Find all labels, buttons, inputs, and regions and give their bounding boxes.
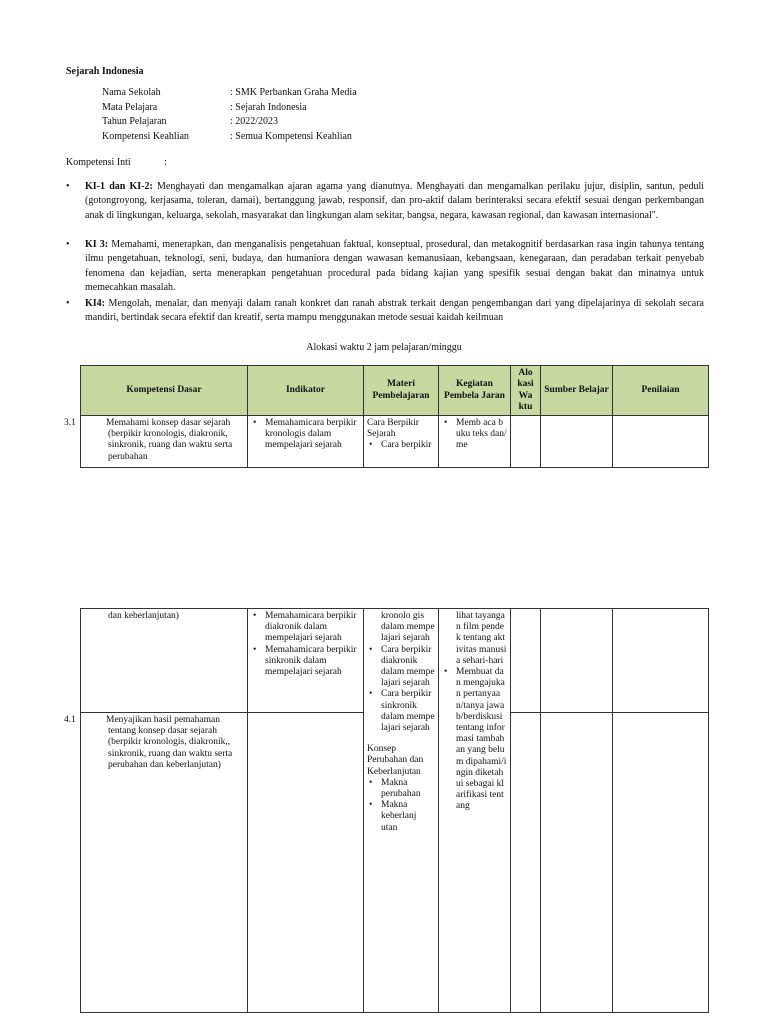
list-item: • Makna perubahan — [381, 778, 435, 800]
kegiatan-cell — [439, 609, 511, 1013]
bullet-icon: • — [66, 239, 70, 250]
materi-cell — [364, 609, 439, 1013]
ki-label: KI4: — [85, 298, 105, 309]
indikator-cell — [248, 416, 364, 468]
table-header-row — [81, 366, 709, 416]
list-item: • Cara berpikir — [381, 440, 435, 451]
ki-text: Memahami, menerapkan, dan menganalisis pengetahuan faktual, konseptual, prosedural, dan metakognitif berdasarkan rasa ingin tahunya tentang ilmu pengetahuan, teknologi, seni, budaya, dan humaniora dengan wawasan kemanusiaan, kebangsaan, kenegaraan, dan peradaban terkait penyebab fenomena dan kejadian, serta menerapkan pengetahuan procedural pada bidang kajian yang spesifik sesuai dengan bakat dan minatnya untuk memecahkan masalah. — [85, 239, 704, 293]
ki-heading-text: Kompetensi Inti — [66, 157, 131, 168]
kd-number: 3.1 — [64, 418, 76, 428]
allocation-caption: Alokasi waktu 2 jam pelajaran/minggu — [306, 342, 462, 353]
header-sumber: Sumber Belajar — [541, 366, 613, 416]
ki-text: Mengolah, menalar, dan menyaji dalam ranah konkret dan ranah abstrak terkait dengan pengembangan dari yang dipelajarinya di sekolah secara mandiri, bertindak secara efektif dan kreatif, serta mampu menggunakan metode sesuai kaidah keilmuan — [85, 298, 704, 324]
materi-cell — [364, 416, 439, 468]
document-title: Sejarah Indonesia — [66, 66, 144, 77]
header-kompetensi-dasar: Kompetensi Dasar — [81, 366, 248, 416]
ki-label: KI 3: — [85, 239, 109, 250]
sumber-cell — [541, 416, 613, 468]
alokasi-cell — [511, 609, 541, 713]
header-kegiatan: Kegiatan Pembela Jaran — [439, 366, 511, 416]
kd-number: 4.1 — [64, 715, 76, 725]
list-item: • Memb aca buku teks dan/me — [456, 418, 507, 452]
list-item: • Memahamicara berpikir kronologis dalam mempelajari sejarah — [265, 418, 360, 452]
kd-text: Memahami konsep dasar sejarah (berpikir kronologis, diakronik, sinkronik, ruang dan waktu serta perubahan — [106, 418, 233, 462]
penilaian-cell — [613, 609, 709, 713]
ki-item-4 — [66, 297, 704, 326]
list-item: • Memahamicara berpikir sinkronik dalam mempelajari sejarah — [265, 645, 360, 679]
ki-heading — [66, 157, 167, 168]
alokasi-cell — [511, 713, 541, 1013]
header-indikator: Indikator — [248, 366, 364, 416]
sumber-cell — [541, 609, 613, 713]
alokasi-cell — [511, 416, 541, 468]
info-value: : 2022/2023 — [230, 116, 279, 127]
indikator-cell — [248, 713, 364, 1013]
info-label: Tahun Pelajaran — [102, 116, 167, 127]
indikator-cell — [248, 609, 364, 713]
list-item: • Makna keberlanj utan — [381, 800, 435, 834]
sumber-cell — [541, 713, 613, 1013]
list-item: • Cara berpikir sinkronik dalam mempe lajari sejarah — [381, 689, 435, 734]
materi-intro: Konsep Perubahan dan Keberlanjutan — [367, 744, 424, 777]
info-label: Kompetensi Keahlian — [102, 131, 189, 142]
kegiatan-cell — [439, 416, 511, 468]
header-alokasi: Alo kasi Wa ktu — [511, 366, 541, 416]
kd-cell — [64, 416, 248, 468]
list-item: • Cara berpikir diakronik dalam mempe lajari sejarah — [381, 645, 435, 690]
kd-cell — [64, 713, 248, 1013]
kd-text: Menyajikan hasil pemahaman tentang konsep dasar sejarah (berpikir kronologis, diakronik,, sinkronik, ruang dan waktu serta perubahan dan keberlanjutan) — [106, 715, 233, 770]
materi-intro: Cara Berpikir Sejarah — [367, 418, 419, 440]
info-value: : Sejarah Indonesia — [230, 102, 307, 113]
header-materi: Materi Pembelajaran — [364, 366, 439, 416]
ki-item-3 — [66, 238, 704, 295]
ki-item-1 — [66, 180, 704, 223]
kd-cell — [81, 609, 248, 713]
bullet-icon: • — [66, 298, 70, 309]
materi-continued: kronolo gis dalam mempe lajari sejarah — [381, 611, 435, 644]
table-row — [81, 609, 709, 713]
info-value: : SMK Perbankan Graha Media — [230, 87, 357, 98]
kegiatan-continued: lihat tayangan film pendek tentang aktivitas manusia sehari-hari — [456, 611, 507, 666]
table-row — [81, 416, 709, 468]
kd-text: dan keberlanjutan) — [108, 611, 179, 621]
list-item: • Membuat dan mengajukan pertanyaan/tanya jawab/berdiskusi tentang informasi tambahan yang belum dipahami/ingin diketahui sebagai klarifikasi tentang — [456, 667, 507, 813]
ki-label: KI-1 dan KI-2: — [85, 181, 153, 192]
syllabus-table-page2 — [64, 608, 709, 1013]
list-item: • Memahamicara berpikir diakronik dalam mempelajari sejarah — [265, 611, 360, 645]
penilaian-cell — [613, 713, 709, 1013]
header-penilaian: Penilaian — [613, 366, 709, 416]
syllabus-table-page1 — [64, 365, 709, 468]
ki-heading-colon: : — [164, 157, 167, 168]
ki-text: Menghayati dan mengamalkan ajaran agama yang dianutnya. Menghayati dan mengamalkan perilaku jujur, disiplin, santun, peduli (gotongroyong, kerjasama, toleran, damai), bertanggung jawab, responsif, dan pro-aktif dalam berinteraksi secara efektif sesuai dengan perkembangan anak di lingkungan, keluarga, sekolah, masyarakat dan lingkungan alam sekitar, bangsa, negara, kawasan regional, dan kawasan internasional". — [85, 181, 705, 221]
info-value: : Semua Kompetensi Keahlian — [230, 131, 352, 142]
info-label: Nama Sekolah — [102, 87, 161, 98]
bullet-icon: • — [66, 181, 70, 192]
penilaian-cell — [613, 416, 709, 468]
info-label: Mata Pelajara — [102, 102, 158, 113]
